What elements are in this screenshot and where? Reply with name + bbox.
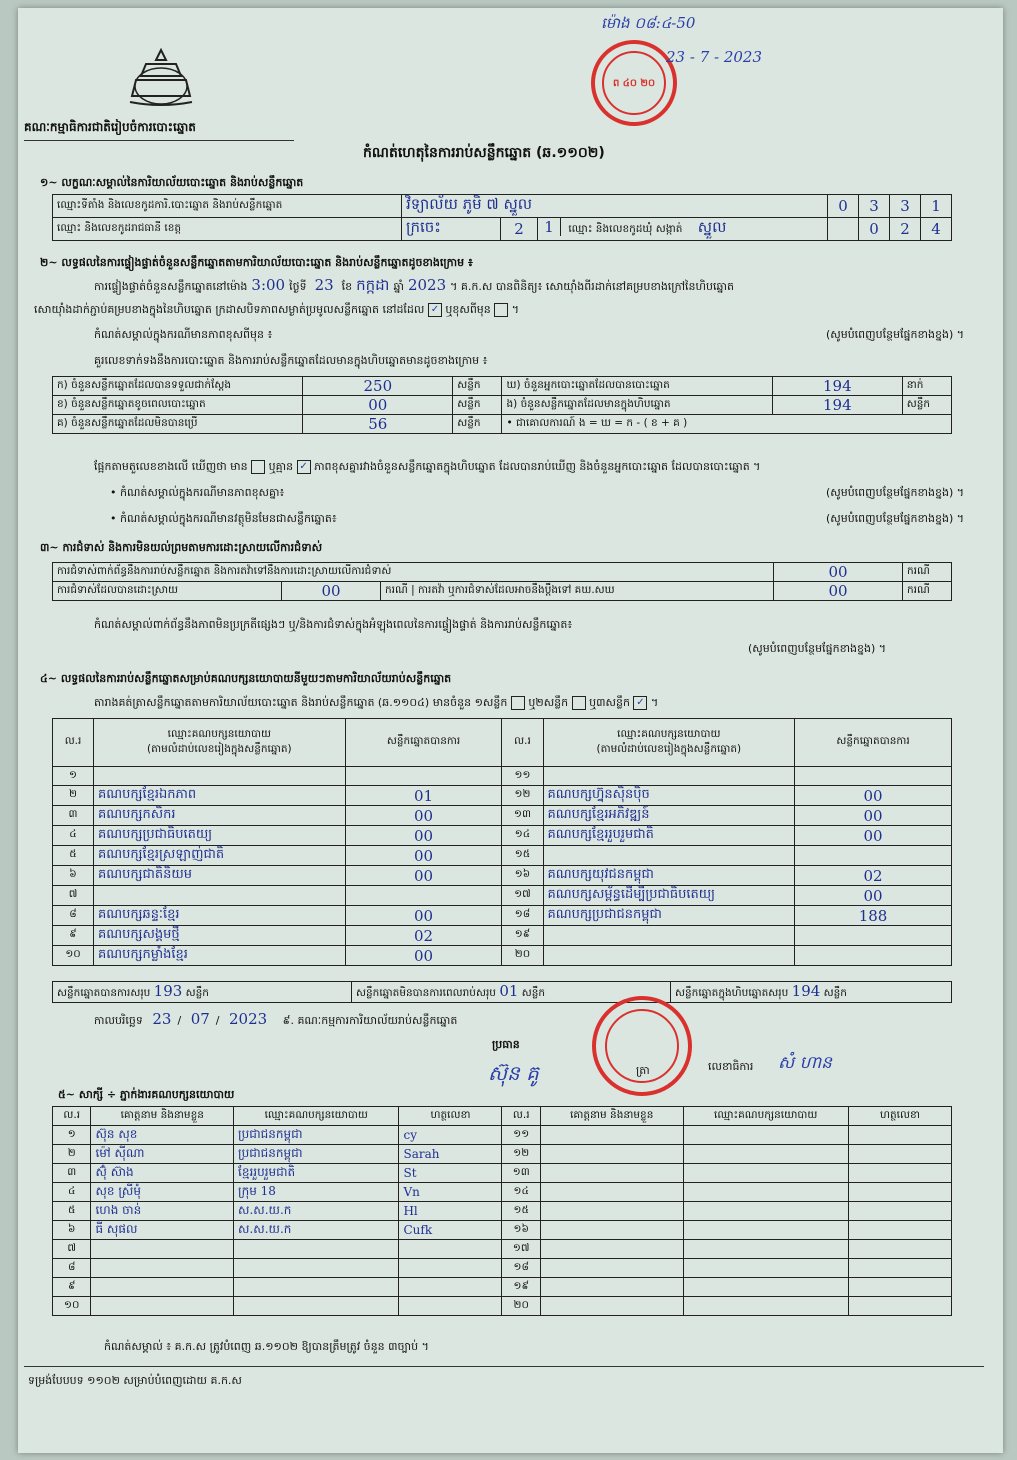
witness-signature (848, 1297, 951, 1316)
chair-label: ប្រធាន (492, 1038, 520, 1051)
row-number: ១៤ (502, 826, 543, 846)
objection-row2-mid: ការតវ៉ា ឬការជំទាស់ដែលអាចនឹងប្តឹងទៅ គឃ.សឃ (418, 583, 615, 596)
witness-signature: Vn (399, 1183, 502, 1202)
party-name (543, 846, 795, 866)
row-number: ១៩ (502, 1278, 540, 1297)
row-number: ៦ (53, 866, 94, 886)
count-left-label: ខ) ចំនួនសន្លឹកឆ្នោតខូចពេលបោះឆ្នោត (53, 396, 303, 415)
objection-table: ការជំទាស់ពាក់ព័ន្ធនឹងការរាប់សន្លឹកឆ្នោត និងការតវ៉ាទៅនឹងការដោះស្រាយលើការជំទាស់ 00 ករណី ការជំទាស់ដែលបានដោះស្រាយ 00 ករណី | ការតវ៉ា ឬការជំទាស់ដែលអាចនឹងប្តឹងទៅ គឃ.សឃ 00 ករណី (52, 562, 952, 601)
valid-total: 193 (153, 982, 183, 1000)
party-name (94, 886, 346, 906)
witness-party: ខ្មែររួបរួមជាតិ (234, 1164, 399, 1183)
witness-name (540, 1202, 683, 1221)
party-name (543, 767, 795, 786)
row-number: ១០ (53, 946, 94, 966)
row-number: ៣ (53, 806, 94, 826)
row-number: ១១ (502, 1126, 540, 1145)
witness-name (540, 1126, 683, 1145)
committee-seal-stamp (592, 996, 692, 1096)
witness-party (234, 1297, 399, 1316)
row-number: ២០ (502, 1297, 540, 1316)
objection-row1-value: 00 (774, 563, 903, 582)
party-votes: 00 (345, 806, 502, 826)
objection-row2-value2: 00 (774, 582, 903, 601)
party-name: គណបក្សប្រជាធិបតេយ្យ (94, 826, 346, 846)
party-name: គណបក្សហ្វ៊ុនស៊ិនប៉ិច (543, 786, 795, 806)
witness-name (540, 1259, 683, 1278)
party-votes (795, 767, 952, 786)
row1-code-2: 3 (859, 195, 890, 218)
party-name: គណបក្សខ្មែរឯកភាព (94, 786, 346, 806)
row2-mid-value: ស្នួល (697, 218, 727, 236)
witness-signature (848, 1240, 951, 1259)
table-row (53, 846, 952, 866)
count-right-value: 194 (772, 396, 902, 415)
table-row (53, 1202, 952, 1221)
party-votes: 00 (345, 946, 502, 966)
witness-signature (848, 1278, 951, 1297)
row-number: ៩ (53, 1278, 91, 1297)
row-number: ២ (53, 786, 94, 806)
same-as-before-checkbox[interactable]: ✓ (428, 303, 442, 317)
row-number: ៧ (53, 886, 94, 906)
section2-line1: ការផ្ទៀងផ្ទាត់ចំនួនសន្លឹកឆ្នោតនៅម៉ោង 3:00 ថ្ងៃទី 23 ខែ កក្កដា ឆ្នាំ 2023 ។ គ.ក.ស បានពិនិត្យ៖ សោយ៉ាំងពីរដាក់នៅគម្របខាងក្រៅនៃហិបឆ្នោត (94, 276, 734, 294)
section4-intro: តារាងគត់ត្រាសន្លឹកឆ្នោតតាមការិយាល័យបោះឆ្នោត និងរាប់សន្លឹកឆ្នោត (ឆ.១១០៤) មានចំនួន ១សន្លឹក ឬ២សន្លឹក ឬ៣សន្លឹក ✓ ។ (94, 696, 659, 709)
row1-code-4: 1 (921, 195, 952, 218)
count-left-value: 56 (303, 415, 453, 434)
party-name: គណបក្សជាតិនិយម (94, 866, 346, 886)
row-number: ១៣ (502, 806, 543, 826)
witness-party (683, 1126, 848, 1145)
section3-note: កំណត់សម្គាល់ពាក់ព័ន្ធនឹងភាពមិនប្រក្រតីផ្សេងៗ ឬ/និងការជំទាស់ក្នុងអំឡុងពេលនៃការផ្ទៀងផ្ទាត់ និងការរាប់សន្លឹកឆ្នោត៖ (94, 618, 573, 631)
section5-note: កំណត់សម្គាល់ ៖ គ.ក.ស ត្រូវបំពេញ ឆ.១១០២ ឱ្យបានត្រឹមត្រូវ ចំនួន ៣ច្បាប់ ។ (104, 1340, 429, 1353)
party-name: គណបក្សខ្មែរអភិវឌ្ឍន៍ (543, 806, 795, 826)
party-name: គណបក្សកសិករ (94, 806, 346, 826)
table-row (53, 866, 952, 886)
row2-code2-3: 4 (921, 218, 952, 241)
witness-name (540, 1183, 683, 1202)
row-number: ៣ (53, 1164, 91, 1183)
row-number: ១១ (502, 767, 543, 786)
row-number: ១៧ (502, 886, 543, 906)
row2-code2-2: 2 (890, 218, 921, 241)
witness-signature (399, 1240, 502, 1259)
witness-party (683, 1145, 848, 1164)
witness-name (91, 1259, 234, 1278)
row1-code-1: 0 (828, 195, 859, 218)
witness-signature (848, 1145, 951, 1164)
row-number: ៤ (53, 1183, 91, 1202)
party-votes: 02 (795, 866, 952, 886)
three-sheets-checkbox[interactable]: ✓ (633, 696, 647, 710)
objection-row1-label: ការជំទាស់ពាក់ព័ន្ធនឹងការរាប់សន្លឹកឆ្នោត និងការតវ៉ាទៅនឹងការដោះស្រាយលើការជំទាស់ (53, 563, 774, 582)
count-right-label: ឃ) ចំនួនអ្នកបោះឆ្នោតដែលបានបោះឆ្នោត (502, 377, 773, 396)
witness-party (234, 1240, 399, 1259)
party-votes (795, 926, 952, 946)
witness-signature: St (399, 1164, 502, 1183)
table-row (53, 1240, 952, 1259)
section1-table (52, 194, 952, 241)
row-number: ១៣ (502, 1164, 540, 1183)
party-votes: 00 (795, 786, 952, 806)
section2-line3: កំណត់សម្គាល់ក្នុងករណីមានភាពខុសពីមុន ៖ (សូមបំពេញបន្ថែមផ្នែកខាងខ្នង) ។ (94, 328, 964, 341)
footer-text: ទម្រង់បែបបទ ១១០២ សម្រាប់បំពេញដោយ គ.ក.ស (28, 1374, 242, 1387)
witness-signature (399, 1259, 502, 1278)
party-name: គណបក្សយុវជនកម្ពុជា (543, 866, 795, 886)
count-row (53, 377, 952, 396)
top-official-stamp: ព ៤០ ២០ (591, 40, 677, 126)
witness-table: ល.រ គោត្តនាម និងនាមខ្លួន ឈ្មោះគណបក្សនយោបាយ ហត្ថលេខា ល.រ គោត្តនាម និងនាមខ្លួន ឈ្មោះគណបក្សនយោបាយ ហត្ថលេខា ១ ស៊ុន សុខ ប្រជាជនកម្ពុជា cy ១១ ២ ម៉ៅ ស៊ីណា ប្រជាជនកម្ពុជា Sarah ១២ ៣ ស៊ុំ ស៊ាង ខ្មែររួបរួមជាតិ St ១៣ ៤ សុខ ស្រីមុំ ក្រុម 18 Vn ១៤ ៥ ហេង ចាន់ ស.ស.យ.ក Hl ១៥ ៦ ធី សុផល ស.ស.យ.ក Cufk ១៦ ៧ ១៧ ៨ ១៨ ៩ ១៩ ១០ ២០ (52, 1106, 952, 1316)
witness-party (683, 1297, 848, 1316)
row-number: ៨ (53, 906, 94, 926)
party-name (543, 946, 795, 966)
chair-signature: ស៊ុន គូ (488, 1061, 539, 1085)
party-votes: 00 (345, 906, 502, 926)
has-difference-checkbox[interactable] (251, 460, 265, 474)
witness-party: ប្រជាជនកម្ពុជា (234, 1126, 399, 1145)
party-votes (795, 846, 952, 866)
one-sheet-checkbox[interactable] (511, 696, 525, 710)
party-votes: 01 (345, 786, 502, 806)
witness-name: សុខ ស្រីមុំ (91, 1183, 234, 1202)
count-row (53, 396, 952, 415)
box-total: 194 (791, 982, 821, 1000)
witness-name (540, 1297, 683, 1316)
section5-heading: ៥~ សាក្សី ÷ ភ្នាក់ងារគណបក្សនយោបាយ (58, 1088, 235, 1101)
witness-name: ហេង ចាន់ (91, 1202, 234, 1221)
witness-party (683, 1202, 848, 1221)
row-number: ១៥ (502, 846, 543, 866)
row-number: ៦ (53, 1221, 91, 1240)
party-votes: 02 (345, 926, 502, 946)
row2-code-2: 1 (538, 218, 561, 236)
section4-heading: ៤~ លទ្ធផលនៃការរាប់សន្លឹកឆ្នោតសម្រាប់គណបក្សនយោបាយនីមួយៗតាមការិយាល័យរាប់សន្លឹកឆ្នោត (40, 672, 452, 685)
two-sheets-checkbox[interactable] (572, 696, 586, 710)
row-number: ១៨ (502, 906, 543, 926)
count-left-label: គ) ចំនួនសន្លឹកឆ្នោតដែលមិនបានប្រើ (53, 415, 303, 434)
row-number: ១៤ (502, 1183, 540, 1202)
section1-heading: ១~ លក្ខណៈសម្គាល់នៃការិយាល័យបោះឆ្នោត និងរាប់សន្លឹកឆ្នោត (40, 176, 304, 189)
row2-value: ក្រចេះ (402, 218, 501, 241)
row-number: ១៧ (502, 1240, 540, 1259)
witness-signature: cy (399, 1126, 502, 1145)
row-number: ១២ (502, 786, 543, 806)
row-number: ៩ (53, 926, 94, 946)
table-row (53, 1183, 952, 1202)
party-results-table: ល.រ ឈ្មោះគណបក្សនយោបាយ (តាមលំដាប់លេខរៀងក្នុងសន្លឹកឆ្នោត) សន្លឹកឆ្នោតបានការ ល.រ ឈ្មោះគណបក្សនយោបាយ (តាមលំដាប់លេខរៀងក្នុងសន្លឹកឆ្នោត) សន្លឹកឆ្នោតបានការ ១ ១១ ២ គណបក្សខ្មែរឯកភាព 01 ១២ គណបក្សហ្វ៊ុនស៊ិនប៉ិច 00 ៣ គណបក្សកសិករ 00 ១៣ គណបក្សខ្មែរអភិវឌ្ឍន៍ 00 ៤ គណបក្សប្រជាធិបតេយ្យ 00 ១៤ គណបក្សខ្មែររួបរួមជាតិ 00 ៥ គណបក្សខ្មែរស្រឡាញ់ជាតិ 00 ១៥ ៦ គណបក្សជាតិនិយម 00 ១៦ គណបក្សយុវជនកម្ពុជា 02 ៧ ១៧ គណបក្សសម្ព័ន្ធដើម្បីប្រជាធិបតេយ្យ 00 ៨ គណបក្សឆន្ទៈខ្មែរ 00 ១៨ គណបក្សប្រជាជនកម្ពុជា 188 ៩ គណបក្សសង្គមថ្មី 02 ១៩ ១០ គណបក្សកម្លាំងខ្មែរ 00 ២០ (52, 718, 952, 966)
table-row (53, 1278, 952, 1297)
row-number: ១៦ (502, 866, 543, 886)
top-handwriting-time: ម៉ោង ០៨:៤-50 (601, 14, 696, 32)
witness-name: ស៊ុំ ស៊ាង (91, 1164, 234, 1183)
count-row (53, 415, 952, 434)
row-number: ១៨ (502, 1259, 540, 1278)
party-name: គណបក្សសង្គមថ្មី (94, 926, 346, 946)
witness-signature (848, 1164, 951, 1183)
table-row (53, 1145, 952, 1164)
row1-label: ឈ្មោះទីតាំង និងលេខកូដការិ.បោះឆ្នោត និងរាប់សន្លឹកឆ្នោត (53, 195, 402, 218)
table-row (53, 1221, 952, 1240)
table-row (53, 826, 952, 846)
witness-party: ក្រុម 18 (234, 1183, 399, 1202)
party-name (94, 767, 346, 786)
witness-party (683, 1221, 848, 1240)
witness-party (234, 1259, 399, 1278)
row-number: ១០ (53, 1297, 91, 1316)
witness-signature: Cufk (399, 1221, 502, 1240)
row-number: ១ (53, 767, 94, 786)
section3-heading: ៣~ ការជំទាស់ និងការមិនយល់ព្រមតាមការដោះស្រាយលើការជំទាស់ (40, 541, 323, 554)
row1-value: វិទ្យាល័យ ភូមិ ៧ ស្នួល (402, 195, 828, 218)
witness-name (91, 1278, 234, 1297)
temple-seal-icon (126, 46, 196, 108)
count-right-value: 194 (772, 377, 902, 396)
different-checkbox[interactable] (494, 303, 508, 317)
row-number: ៨ (53, 1259, 91, 1278)
party-votes: 00 (795, 806, 952, 826)
party-name: គណបក្សកម្លាំងខ្មែរ (94, 946, 346, 966)
witness-party (234, 1278, 399, 1297)
row2-mid-label: ឈ្មោះ និងលេខកូដឃុំ សង្កាត់ (568, 223, 683, 235)
witness-name (91, 1240, 234, 1259)
invalid-total: 01 (499, 982, 519, 1000)
witness-party (683, 1240, 848, 1259)
row-number: ២ (53, 1145, 91, 1164)
witness-signature (848, 1221, 951, 1240)
witness-party: ស.ស.យ.ក (234, 1202, 399, 1221)
witness-signature (399, 1297, 502, 1316)
row-number: ១៩ (502, 926, 543, 946)
count-right-label: • ជាគោលការណ៍ ង = ឃ = ក - ( ខ + គ ) (502, 415, 952, 434)
page-title: កំណត់ហេតុនៃការរាប់សន្លឹកឆ្នោត (ឆ.១១០២) (363, 145, 605, 161)
row2-code-1: 2 (501, 218, 538, 241)
row-number: ១៥ (502, 1202, 540, 1221)
witness-party: ស.ស.យ.ក (234, 1221, 399, 1240)
table-row (53, 1259, 952, 1278)
witness-name: ម៉ៅ ស៊ីណា (91, 1145, 234, 1164)
table-row (53, 786, 952, 806)
witness-party (683, 1278, 848, 1297)
row-number: ៤ (53, 826, 94, 846)
row2-label: ឈ្មោះ និងលេខកូដរាជធានី ខេត្ត (53, 218, 402, 241)
witness-signature (399, 1278, 502, 1297)
table-row (53, 946, 952, 966)
witness-name (540, 1145, 683, 1164)
party-votes: 00 (345, 826, 502, 846)
secretary-label: លេខាធិការ (708, 1060, 754, 1073)
party-name: គណបក្សឆន្ទៈខ្មែរ (94, 906, 346, 926)
witness-name (540, 1240, 683, 1259)
witness-name (540, 1278, 683, 1297)
objection-row2-label: ការជំទាស់ដែលបានដោះស្រាយ (53, 582, 282, 601)
date-line: កាលបរិច្ឆេទ 23 / 07 / 2023 ៩. គណៈកម្មការការិយាល័យរាប់សន្លឹកឆ្នោត (94, 1010, 458, 1028)
committee-name: គណៈកម្មាធិការជាតិរៀបចំការបោះឆ្នោត (24, 120, 196, 134)
witness-party: ប្រជាជនកម្ពុជា (234, 1145, 399, 1164)
objection-row2-value: 00 (282, 582, 381, 601)
totals-row: សន្លឹកឆ្នោតបានការសរុប 193 សន្លឹក សន្លឹកឆ្នោតមិនបានការពេលរាប់សរុប 01 សន្លឹក សន្លឹកឆ្នោតក្នុងហិបឆ្នោតសរុប 194 សន្លឹក (52, 981, 952, 1003)
party-name (543, 926, 795, 946)
party-name: គណបក្សខ្មែរស្រឡាញ់ជាតិ (94, 846, 346, 866)
witness-party (683, 1259, 848, 1278)
row-number: ១៦ (502, 1221, 540, 1240)
witness-name (91, 1297, 234, 1316)
party-name: គណបក្សខ្មែររួបរួមជាតិ (543, 826, 795, 846)
witness-name: ធី សុផល (91, 1221, 234, 1240)
count-left-unit: សន្លឹក (453, 377, 502, 396)
count-left-value: 250 (303, 377, 453, 396)
secretary-signature: សំ ហាន (778, 1053, 832, 1073)
count-left-unit: សន្លឹក (453, 396, 502, 415)
witness-party (683, 1164, 848, 1183)
section2-line2: សោយ៉ាំងដាក់ភ្ជាប់គម្របខាងក្នុងនៃហិបឆ្នោត ក្រដាសបិទភាពសម្ងាត់ប្រមូលសន្លឹកឆ្នោត នៅដដែល ✓ ឬខុសពីមុន ។ (34, 303, 520, 316)
row-number: ៧ (53, 1240, 91, 1259)
count-left-unit: សន្លឹក (453, 415, 502, 434)
row-number: ១ (53, 1126, 91, 1145)
party-votes (345, 886, 502, 906)
table-row (53, 806, 952, 826)
party-votes (345, 767, 502, 786)
party-votes: 00 (795, 826, 952, 846)
no-difference-checkbox[interactable]: ✓ (297, 460, 311, 474)
party-votes (795, 946, 952, 966)
count-right-unit: សន្លឹក (902, 396, 951, 415)
section2-note2: • កំណត់សម្គាល់ក្នុងករណីមានវត្ថុមិនមែនជាសន្លឹកឆ្នោត៖ (សូមបំពេញបន្ថែមផ្នែកខាងខ្នង) ។ (110, 512, 964, 525)
table-row (53, 926, 952, 946)
party-votes: 188 (795, 906, 952, 926)
row2-code2-1: 0 (859, 218, 890, 241)
party-votes: 00 (345, 866, 502, 886)
count-right-label: ង) ចំនួនសន្លឹកឆ្នោតដែលមានក្នុងហិបឆ្នោត (502, 396, 773, 415)
witness-signature: Sarah (399, 1145, 502, 1164)
section2-line5: ផ្អែកតាមតួលេខខាងលើ ឃើញថា មាន ឬគ្មាន ✓ ភាពខុសគ្នារវាងចំនួនសន្លឹកឆ្នោតក្នុងហិបឆ្នោត ដែលបានរាប់ឃើញ និងចំនួនអ្នកបោះឆ្នោត ដែលបានបោះឆ្នោត ។ (94, 460, 761, 473)
party-name: គណបក្សសម្ព័ន្ធដើម្បីប្រជាធិបតេយ្យ (543, 886, 795, 906)
table-row (53, 767, 952, 786)
count-left-label: ក) ចំនួនសន្លឹកឆ្នោតដែលបានទទួលជាក់ស្តែង (53, 377, 303, 396)
row-number: ៥ (53, 1202, 91, 1221)
table-row (53, 1164, 952, 1183)
seal-label: ត្រា (636, 1064, 650, 1077)
witness-name (540, 1221, 683, 1240)
count-left-value: 00 (303, 396, 453, 415)
party-votes: 00 (795, 886, 952, 906)
count-right-unit: នាក់ (902, 377, 951, 396)
party-votes: 00 (345, 846, 502, 866)
row-number: ៥ (53, 846, 94, 866)
witness-signature (848, 1202, 951, 1221)
document-page: ព ៤០ ២០ ម៉ោង ០៨:៤-50 23 - 7 - 2023 គណៈកម្មាធិការជាតិរៀបចំការបោះឆ្នោត កំណត់ហេតុនៃការរាប់សន្លឹកឆ្នោត (ឆ.១១០២) ១~ លក្ខណៈសម្គាល់នៃការិយាល័យបោះឆ្នោត និងរាប់សន្លឹកឆ្នោត ឈ្មោះទីតាំង និងលេខកូដការិ.បោះឆ្នោត និងរាប់សន្លឹកឆ្នោត វិទ្យាល័យ ភូមិ ៧ ស្នួល 0 3 3 1 ឈ្មោះ និងលេខកូដរាជធានី ខេត្ត ក្រចេះ 2 1 ឈ្មោះ និងលេខកូដឃុំ សង្កាត់ ស្នួល 0 2 4 ២~ លទ្ធផលនៃការផ្ទៀងផ្ទាត់ចំនួនសន្លឹកឆ្នោតតាមការិយាល័យបោះឆ្នោត និងរាប់សន្លឹកឆ្នោតដូចខាងក្រោម ៖ ការផ្ទៀងផ្ទាត់ចំនួនសន្លឹកឆ្នោតនៅម៉ោង 3:00 ថ្ងៃទី 23 ខែ កក្កដា ឆ្នាំ 2023 ។ គ.ក.ស បានពិនិត្យ៖ សោយ៉ាំងពីរដាក់នៅគម្របខាងក្រៅនៃហិបឆ្នោត សោយ៉ាំងដាក់ភ្ជាប់គម្របខាងក្នុងនៃហិបឆ្នោត ក្រដាសបិទភាពសម្ងាត់ប្រមូលសន្លឹកឆ្នោត នៅដដែល ✓ ឬខុសពីមុន ។ កំណត់សម្គាល់ក្នុងករណីមានភាពខុសពីមុន ៖ (សូមបំពេញបន្ថែមផ្នែកខាងខ្នង) ។ គួរលេខទាក់ទងនឹងការបោះឆ្នោត និងការរាប់សន្លឹកឆ្នោតដែលមានក្នុងហិបឆ្នោតមានដូចខាងក្រោម ៖ ក) ចំនួនសន្លឹកឆ្នោតដែលបានទទួលជាក់ស្តែង 250 សន្លឹក ឃ) ចំនួនអ្នកបោះឆ្នោតដែលបានបោះឆ្នោត 194 នាក់ ខ) ចំនួនសន្លឹកឆ្នោតខូចពេលបោះឆ្នោត 00 សន្លឹក ង) ចំនួនសន្លឹកឆ្នោតដែលមានក្នុងហិបឆ្នោត 194 សន្លឹក គ) ចំនួនសន្លឹកឆ្នោតដែលមិនបានប្រើ 56 សន្លឹក • ជាគោលការណ៍ ង = ឃ = ក - ( ខ + គ ) ផ្អែកតាមតួលេខខាងលើ ឃើញថា មាន ឬគ្មាន ✓ ភាពខុសគ្នារវាងចំនួនសន្លឹកឆ្នោតក្នុងហិបឆ្នោត ដែលបានរាប់ឃើញ និងចំនួនអ្នកបោះឆ្នោត ដែលបានបោះឆ្នោត ។ • កំណត់សម្គាល់ក្នុងករណីមានភាពខុសគ្នា៖ (សូមបំពេញបន្ថែមផ្នែកខាងខ្នង) ។ • កំណត់សម្គាល់ក្នុងករណីមានវត្ថុមិនមែនជាសន្លឹកឆ្នោត៖ (សូមបំពេញបន្ថែមផ្នែកខាងខ្នង) ។ ៣~ ការជំទាស់ និងការមិនយល់ព្រមតាមការដោះស្រាយលើការជំទាស់ ការជំទាស់ពាក់ព័ន្ធនឹងការរាប់សន្លឹកឆ្នោត និងការតវ៉ាទៅនឹងការដោះស្រាយលើការជំទាស់ 00 ករណី ការជំទាស់ដែលបានដោះស្រាយ 00 ករណី | ការតវ៉ា ឬការជំទាស់ដែលអាចនឹងប្តឹងទៅ គឃ.សឃ 00 ករណី កំណត់សម្គាល់ពាក់ព័ន្ធនឹងភាពមិនប្រក្រតីផ្សេងៗ ឬ/និងការជំទាស់ក្នុងអំឡុងពេលនៃការផ្ទៀងផ្ទាត់ និងការរាប់សន្លឹកឆ្នោត៖ (សូមបំពេញបន្ថែមផ្នែកខាងខ្នង) ។ ៤~ លទ្ធផលនៃការរាប់សន្លឹកឆ្នោតសម្រាប់គណបក្សនយោបាយនីមួយៗតាមការិយាល័យរាប់សន្លឹកឆ្នោត តារាងគត់ត្រាសន្លឹកឆ្នោតតាមការិយាល័យបោះឆ្នោត និងរាប់សន្លឹកឆ្នោត (ឆ.១១០៤) មានចំនួន ១សន្លឹក ឬ២សន្លឹក ឬ៣សន្លឹក ✓ ។ ល.រ ឈ្មោះគណបក្សនយោបាយ (តាមលំដាប់លេខរៀងក្នុងសន្លឹកឆ្នោត) សន្លឹកឆ្នោតបានការ ល.រ ឈ្មោះគណបក្សនយោបាយ (តាមលំដាប់លេខរៀងក្នុងសន្លឹកឆ្នោត) សន្លឹកឆ្នោតបានការ ១ ១១ ២ គណបក្សខ្មែរឯកភាព 01 ១២ គណបក្សហ្វ៊ុនស៊ិនប៉ិច 00 ៣ គណបក្សកសិករ 00 ១៣ គណបក្សខ្មែរអភិវឌ្ឍន៍ 00 ៤ គណបក្សប្រជាធិបតេយ្យ 00 ១៤ គណបក្សខ្មែររួបរួមជាតិ 00 ៥ គណបក្សខ្មែរស្រឡាញ់ជាតិ 00 ១៥ ៦ គណបក្សជាតិនិយម 00 ១៦ គណបក្សយុវជនកម្ពុជា 02 ៧ ១៧ គណបក្សសម្ព័ន្ធដើម្បីប្រជាធិបតេយ្យ 00 ៨ គណបក្សឆន្ទៈខ្មែរ 00 ១៨ គណបក្សប្រជាជនកម្ពុជា 188 ៩ គណបក្សសង្គមថ្មី 02 ១៩ ១០ គណបក្សកម្លាំងខ្មែរ 00 ២០ សន្លឹកឆ្នោតបានការសរុប 193 សន្លឹក សន្លឹកឆ្នោតមិនបានការពេលរាប់សរុប 01 សន្លឹក សន្លឹកឆ្នោតក្នុងហិបឆ្នោតសរុប 194 សន្លឹក កាលបរិច្ឆេទ 23 / 07 / 2023 ៩. គណៈកម្មការការិយាល័យរាប់សន្លឹកឆ្នោត ប្រធាន ស៊ុន គូ ត្រា លេខាធិការ សំ ហាន ៥~ សាក្សី ÷ ភ្នាក់ងារគណបក្សនយោបាយ ល.រ គោត្តនាម និងនាមខ្លួន ឈ្មោះគណបក្សនយោបាយ ហត្ថលេខា ល.រ គោត្តនាម និងនាមខ្លួន ឈ្មោះគណបក្សនយោបាយ ហត្ថលេខា ១ ស៊ុន សុខ ប្រជាជនកម្ពុជា cy ១១ ២ ម៉ៅ ស៊ីណា ប្រជាជនកម្ពុជា Sarah ១២ ៣ ស៊ុំ ស៊ាង ខ្មែររួបរួមជាតិ St ១៣ ៤ សុខ ស្រីមុំ ក្រុម 18 Vn ១៤ ៥ ហេង ចាន់ ស.ស.យ.ក Hl ១៥ ៦ ធី សុផល ស.ស.យ.ក Cufk ១៦ ៧ ១៧ ៨ ១៨ ៩ ១៩ ១០ ២០ កំណត់សម្គាល់ ៖ គ.ក.ស ត្រូវបំពេញ ឆ.១១០២ ឱ្យបានត្រឹមត្រូវ ចំនួន ៣ច្បាប់ ។ ទម្រង់បែបបទ ១១០២ សម្រាប់បំពេញដោយ គ.ក.ស (18, 8, 1003, 1453)
witness-signature (848, 1183, 951, 1202)
table-row (53, 906, 952, 926)
section2-line4: គួរលេខទាក់ទងនឹងការបោះឆ្នោត និងការរាប់សន្លឹកឆ្នោតដែលមានក្នុងហិបឆ្នោតមានដូចខាងក្រោម ៖ (94, 354, 488, 367)
top-handwriting-date: 23 - 7 - 2023 (666, 48, 763, 66)
ballot-count-table (52, 376, 952, 434)
section2-note1: • កំណត់សម្គាល់ក្នុងករណីមានភាពខុសគ្នា៖ (សូមបំពេញបន្ថែមផ្នែកខាងខ្នង) ។ (110, 486, 964, 499)
row-number: ២០ (502, 946, 543, 966)
table-row (53, 1297, 952, 1316)
witness-party (683, 1183, 848, 1202)
witness-signature: Hl (399, 1202, 502, 1221)
witness-name (540, 1164, 683, 1183)
table-row (53, 1126, 952, 1145)
table-row (53, 886, 952, 906)
section2-heading: ២~ លទ្ធផលនៃការផ្ទៀងផ្ទាត់ចំនួនសន្លឹកឆ្នោតតាមការិយាល័យបោះឆ្នោត និងរាប់សន្លឹកឆ្នោតដូចខាងក្រោម ៖ (40, 256, 473, 269)
witness-name: ស៊ុន សុខ (91, 1126, 234, 1145)
row-number: ១២ (502, 1145, 540, 1164)
witness-signature (848, 1126, 951, 1145)
party-name: គណបក្សប្រជាជនកម្ពុជា (543, 906, 795, 926)
row1-code-3: 3 (890, 195, 921, 218)
witness-signature (848, 1259, 951, 1278)
